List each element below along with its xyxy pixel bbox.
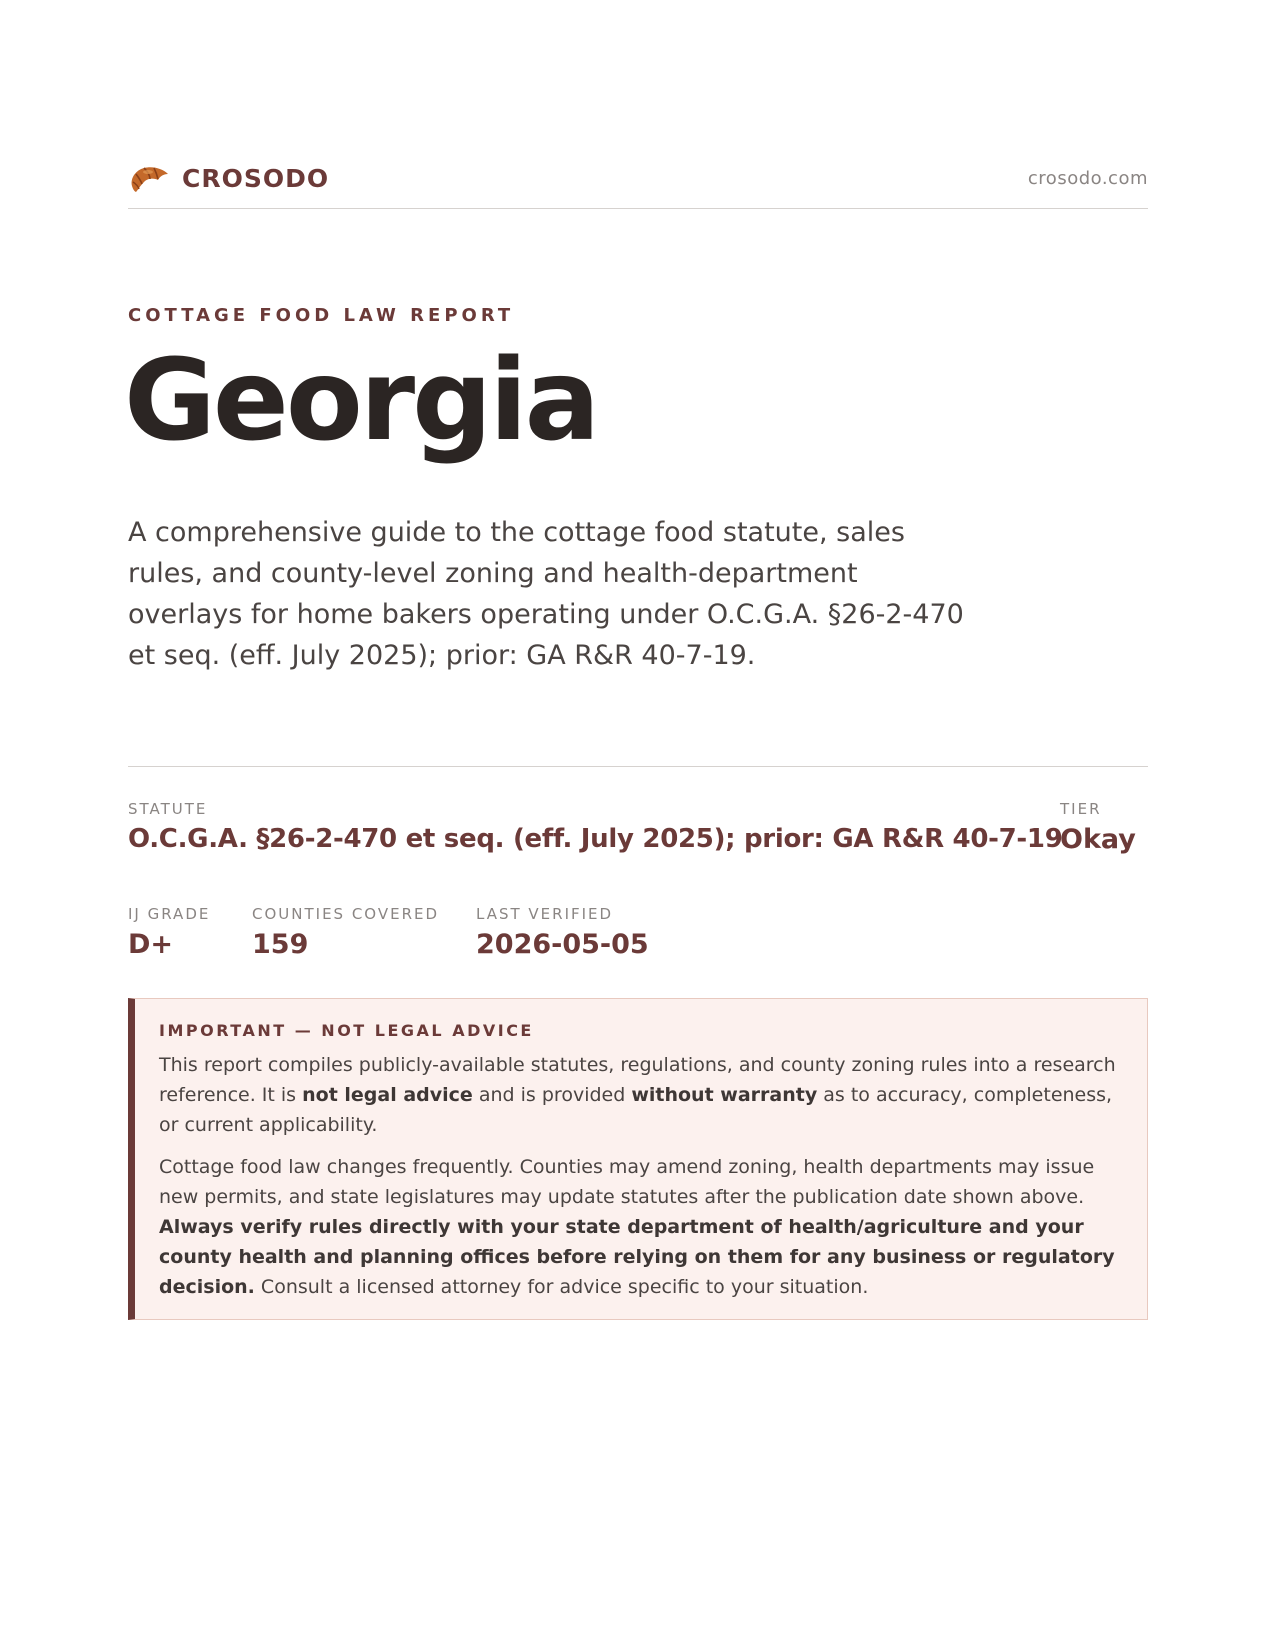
notice-text: Cottage food law changes frequently. Counties may amend zoning, health departments may issue new permits, and state legislatures may update statutes after the publication date shown above. (159, 1156, 1095, 1208)
statute-value: O.C.G.A. §26-2-470 et seq. (eff. July 2025); prior: GA R&R 40-7-19 (128, 824, 1063, 854)
verified-label: LAST VERIFIED (476, 905, 614, 923)
page-title: Georgia (124, 336, 598, 466)
counties-value: 159 (252, 929, 309, 960)
statute-label: STATUTE (128, 800, 208, 818)
croissant-icon (128, 160, 170, 196)
ij-grade-value: D+ (128, 929, 174, 960)
tier-value: Okay (1060, 824, 1136, 855)
counties-label: COUNTIES COVERED (252, 905, 440, 923)
notice-emphasis: Always verify rules directly with your state department of health/agriculture and your county health and planning offices before relying on them for any business or regulatory decision. (159, 1216, 1115, 1298)
notice-heading: IMPORTANT — NOT LEGAL ADVICE (159, 1021, 534, 1040)
verified-value: 2026-05-05 (476, 929, 649, 960)
section-divider (128, 766, 1148, 767)
notice-text: This report compiles publicly-available statutes, regulations, and county zoning rules into a research reference. It is (159, 1054, 1116, 1106)
notice-paragraph-1 (159, 1050, 1123, 1140)
tier-label: TIER (1060, 800, 1102, 818)
intro-paragraph: A comprehensive guide to the cottage food statute, sales rules, and county-level zoning and health-department overlays for home bakers operating under O.C.G.A. §26-2-470 et seq. (eff. July 2025); prior: GA R&R 40-7-19. (128, 517, 964, 671)
notice-emphasis: without warranty (631, 1084, 818, 1106)
report-eyebrow: COTTAGE FOOD LAW REPORT (128, 305, 515, 326)
legal-notice (128, 998, 1148, 1320)
notice-text: as to accuracy, completeness, or current applicability. (159, 1084, 1113, 1136)
notice-text: Consult a licensed attorney for advice specific to your situation. (254, 1276, 869, 1298)
notice-emphasis: not legal advice (302, 1084, 473, 1106)
ij-grade-label: IJ GRADE (128, 905, 211, 923)
notice-text: and is provided (472, 1084, 632, 1106)
notice-paragraph-2 (159, 1152, 1123, 1302)
page-header (128, 156, 1148, 209)
brand[interactable] (128, 160, 329, 196)
site-url[interactable]: crosodo.com (1027, 168, 1148, 189)
brand-name: CROSODO (182, 163, 330, 193)
